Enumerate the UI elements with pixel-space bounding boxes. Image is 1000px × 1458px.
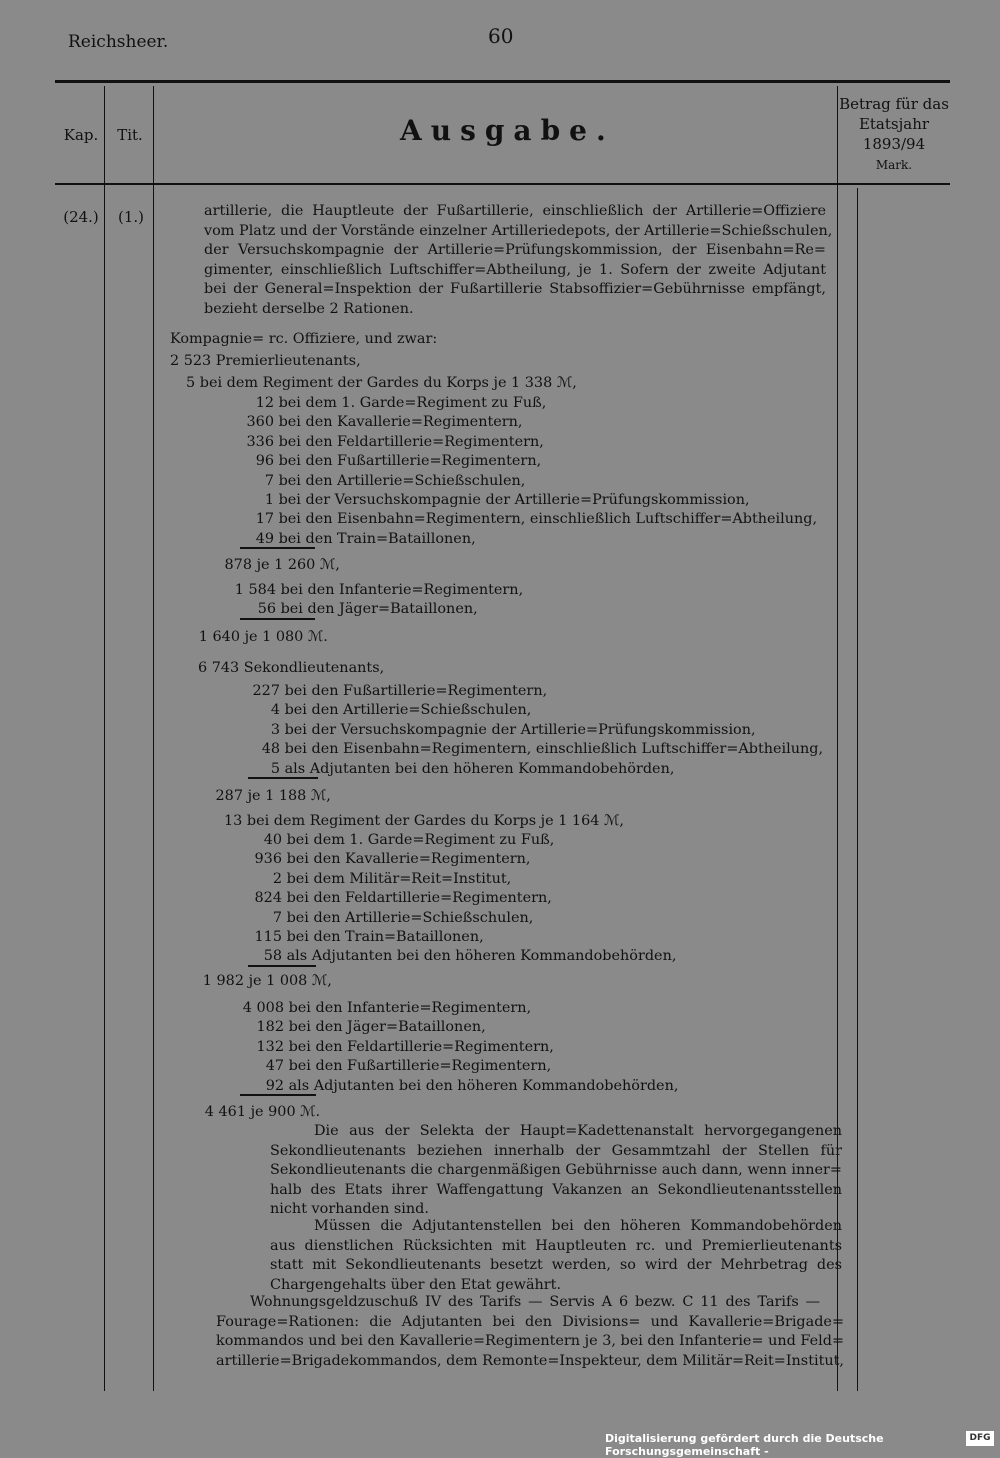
premier-entry-b-word: bei	[276, 601, 308, 618]
premier-subtotal-2-count: 1 640	[198, 629, 240, 645]
premier-entry-count: 49	[255, 530, 274, 547]
sekond-entry-b-word: bei	[282, 909, 314, 926]
sekond-entry-b-text: dem 1. Garde=Regiment zu Fuß,	[313, 832, 555, 848]
sekond-entry-c-count: 92	[265, 1077, 284, 1094]
kap-column-header: Kap.	[63, 126, 99, 144]
sekond-entry-b	[224, 909, 533, 928]
premier-group1-underline	[240, 547, 315, 549]
tit-column-header: Tit.	[117, 126, 143, 144]
premier-subtotal-1-rate: je 1 260 ℳ,	[252, 557, 340, 573]
sekond-entry-word: bei	[280, 702, 312, 719]
sekond-entry	[222, 682, 547, 701]
section-title: Ausgabe.	[400, 114, 615, 147]
premier-subtotal-1-count: 878	[224, 557, 252, 573]
sekond-entry-b-text: den Train=Bataillonen,	[313, 929, 484, 945]
sekond-entry-text: Adjutanten bei den höheren Kommandobehörden,	[309, 760, 675, 777]
sekond-entry-b	[224, 870, 511, 889]
sekond-entry	[222, 721, 756, 740]
note-selekta-line: halb des Etats ihrer Waffengattung Vakanzen an Sekondlieutenantsstellen	[270, 1181, 842, 1198]
sekond-garde-line: 13 bei dem Regiment der Gardes du Korps je 1 164 ℳ,	[224, 813, 624, 829]
premier-heading: 2 523 Premierlieutenants,	[170, 353, 361, 369]
title-number: (1.)	[117, 208, 144, 226]
sekond-entry-b-word: bei	[282, 832, 314, 848]
note-adjutant-line: aus dienstlichen Rücksichten mit Hauptleuten rc. und Premierlieutenants	[270, 1237, 842, 1254]
tit-column-rule	[153, 86, 154, 1391]
sekond-group2-underline	[248, 965, 316, 967]
sekond-entry-c-count: 47	[265, 1058, 284, 1075]
sekond-entry-c-text: Adjutanten bei den höheren Kommandobehörden,	[313, 1077, 679, 1094]
sekond-entry-b-text: den Feldartillerie=Regimentern,	[313, 890, 552, 907]
premier-entry-count: 17	[255, 511, 274, 528]
sekond-entry-b-word: bei	[282, 851, 314, 868]
sekond-subtotal-3	[188, 1103, 320, 1122]
sekond-entry-c	[226, 1038, 554, 1057]
sekond-entry-b	[224, 889, 552, 908]
premier-entry	[216, 433, 544, 452]
premier-group2-underline	[240, 618, 315, 620]
premier-entry-word: bei	[274, 511, 306, 528]
premier-entry	[216, 510, 817, 529]
sekond-entry-b-text: den Artillerie=Schießschulen,	[313, 909, 534, 926]
premier-entry-count: 1	[264, 492, 274, 508]
sekond-entry-text: den Artillerie=Schießschulen,	[311, 702, 532, 719]
page-number: 60	[488, 24, 514, 48]
premier-garde-line: 5 bei dem Regiment der Gardes du Korps je 1 338 ℳ,	[186, 375, 577, 391]
wohnung-line: Wohnungsgeldzuschuß IV des Tarifs — Servis A 6 bezw. C 11 des Tarifs —	[250, 1294, 820, 1310]
intro-line: der Versuchskompagnie der Artillerie=Prüfungskommission, der Eisenbahn=Re=	[204, 242, 826, 259]
sekond-entry-b-text: Adjutanten bei den höheren Kommandobehörden,	[311, 948, 677, 965]
sekond-entry-c-text: den Jäger=Bataillonen,	[315, 1019, 486, 1036]
sekond-entry	[222, 760, 674, 779]
sekond-subtotal-3-rate: je 900 ℳ.	[246, 1104, 321, 1120]
premier-entry-word: bei	[274, 414, 306, 431]
sekond-entry-b-count: 2	[272, 870, 282, 887]
premier-entry-text: den Eisenbahn=Regimentern, einschließlich Luftschiffer=Abtheilung,	[305, 511, 818, 528]
sekond-entry-c-count: 182	[256, 1019, 284, 1036]
sekond-entry-c-word: als	[284, 1077, 314, 1094]
sekond-entry	[222, 740, 823, 759]
premier-entry-word: bei	[274, 395, 306, 411]
sekond-entry-b-count: 824	[254, 890, 282, 907]
premier-entry	[216, 530, 476, 549]
header-bottom-rule	[55, 183, 950, 185]
sekond-group3-underline	[240, 1094, 316, 1096]
premier-entry-text: den Kavallerie=Regimentern,	[305, 414, 523, 431]
premier-entry-count: 96	[255, 453, 274, 470]
sekond-subtotal-1-rate: je 1 188 ℳ,	[243, 788, 331, 804]
sekond-entry-word: bei	[280, 721, 312, 738]
premier-subtotal-2	[182, 628, 328, 647]
chapter-number: (24.)	[63, 208, 99, 226]
sekond-entry-count: 4	[270, 702, 280, 719]
sekond-subtotal-1	[185, 787, 331, 806]
sekond-entry-b-count: 7	[272, 909, 282, 926]
note-adjutant-line: Chargengehalts über den Etat gewährt.	[270, 1276, 562, 1293]
sekond-heading: 6 743 Sekondlieutenants,	[198, 660, 385, 676]
sekond-subtotal-2-rate: je 1 008 ℳ,	[244, 973, 332, 989]
amount-column-rule	[857, 188, 858, 1391]
premier-entry-b-text: den Infanterie=Regimentern,	[307, 582, 524, 598]
dfg-logo: DFG	[966, 1431, 994, 1446]
wohnung-line: artillerie=Brigadekommandos, dem Remonte=Inspekteur, dem Militär=Reit=Institut,	[216, 1352, 844, 1369]
premier-entry-text: den Fußartillerie=Regimentern,	[305, 453, 542, 470]
sekond-entry-c	[226, 1077, 678, 1096]
premier-entry-word: bei	[274, 433, 306, 450]
premier-entry-word: bei	[274, 472, 306, 489]
premier-entry-text: den Artillerie=Schießschulen,	[305, 472, 526, 489]
top-rule	[55, 80, 950, 83]
premier-entry	[216, 491, 750, 510]
sekond-entry-c	[226, 1018, 486, 1037]
premier-entry-b-word: bei	[276, 582, 308, 598]
sekond-entry	[222, 701, 531, 720]
premier-subtotal-2-rate: je 1 080 ℳ.	[240, 629, 328, 645]
intro-line: bei der General=Inspektion der Fußartillerie Stabsoffizier=Gebührnisse empfängt,	[204, 281, 826, 298]
sekond-entry-b-text: dem Militär=Reit=Institut,	[313, 870, 512, 887]
sekond-entry-count: 3	[270, 721, 280, 738]
sekond-entry-count: 227	[252, 683, 280, 699]
premier-entry	[216, 452, 541, 471]
intro-line: vom Platz und der Vorstände einzelner Artilleriedepots, der Artillerie=Schießschulen,	[204, 222, 833, 239]
sekond-entry-text: den Fußartillerie=Regimentern,	[311, 683, 548, 699]
sekond-entry-word: bei	[280, 741, 312, 758]
sekond-subtotal-2-count: 1 982	[202, 973, 244, 989]
sekond-subtotal-2	[186, 972, 332, 991]
note-selekta-line: Sekondlieutenants die chargenmäßigen Gebührnisse auch dann, wenn inner=	[270, 1162, 842, 1179]
currency-unit: Mark.	[875, 158, 913, 172]
sekond-entry-count: 48	[261, 741, 280, 758]
sekond-entry-b-word: als	[282, 948, 312, 965]
premier-entry-text: den Feldartillerie=Regimentern,	[305, 433, 544, 450]
sekond-entry-b-count: 40	[263, 832, 282, 848]
intro-line: gimenter, einschließlich Luftschiffer=Abtheilung, je 1. Sofern der zweite Adjutant	[204, 261, 826, 278]
premier-entry-word: bei	[274, 492, 306, 508]
premier-entry-b-count: 1 584	[234, 582, 276, 598]
sekond-entry-b	[224, 831, 554, 850]
kompagnie-heading: Kompagnie= rc. Offiziere, und zwar:	[170, 331, 438, 347]
premier-entry-b	[218, 600, 478, 619]
running-header: Reichsheer.	[68, 32, 169, 52]
sekond-entry-word: als	[280, 760, 310, 777]
premier-entry-count: 360	[246, 414, 274, 431]
premier-entry-word: bei	[274, 453, 306, 470]
sekond-entry-b-word: bei	[282, 929, 314, 945]
premier-entry-count: 336	[246, 433, 274, 450]
premier-entry-count: 7	[264, 472, 274, 489]
wohnung-line: kommandos und bei den Kavallerie=Regimentern je 3, bei den Infanterie= und Feld=	[216, 1333, 844, 1350]
premier-entry-b	[218, 581, 523, 600]
note-selekta-line: nicht vorhanden sind.	[270, 1201, 429, 1218]
sekond-entry-text: den Eisenbahn=Regimentern, einschließlich Luftschiffer=Abtheilung,	[311, 741, 824, 758]
sekond-entry-b	[224, 850, 531, 869]
sekond-entry-word: bei	[280, 683, 312, 699]
sekond-entry-b-count: 58	[263, 948, 282, 965]
dfg-credit: Digitalisierung gefördert durch die Deutsche Forschungsgemeinschaft -	[605, 1432, 884, 1458]
premier-entry-text: der Versuchskompagnie der Artillerie=Prüfungskommission,	[305, 492, 750, 508]
premier-entry-word: bei	[274, 530, 306, 547]
intro-line: bezieht derselbe 2 Rationen.	[204, 301, 414, 317]
sekond-entry-b-count: 936	[254, 851, 282, 868]
kap-column-rule	[104, 86, 105, 1391]
note-selekta-line: Die aus der Selekta der Haupt=Kadettenanstalt hervorgegangenen	[314, 1123, 842, 1139]
sekond-entry-c-text: den Fußartillerie=Regimentern,	[315, 1058, 552, 1075]
sekond-entry-c-text: den Infanterie=Regimentern,	[315, 1000, 532, 1016]
sekond-entry-c	[226, 999, 531, 1018]
sekond-subtotal-1-count: 287	[215, 788, 243, 804]
sekond-group1-underline	[248, 777, 318, 779]
sekond-entry-b-count: 115	[254, 929, 282, 945]
sekond-entry-count: 5	[270, 760, 280, 777]
sekond-entry-b-word: bei	[282, 890, 314, 907]
premier-entry-text: dem 1. Garde=Regiment zu Fuß,	[305, 395, 547, 411]
sekond-entry-b	[224, 928, 484, 947]
premier-entry	[216, 413, 523, 432]
sekond-entry-b-text: den Kavallerie=Regimentern,	[313, 851, 531, 868]
sekond-entry-c-word: bei	[284, 1000, 316, 1016]
premier-entry	[216, 472, 525, 491]
premier-entry	[216, 394, 546, 413]
note-adjutant-line: Müssen die Adjutantenstellen bei den höheren Kommandobehörden	[314, 1218, 842, 1234]
note-adjutant-line: statt mit Sekondlieutenants besetzt werden, so wird der Mehrbetrag des	[270, 1257, 842, 1274]
premier-entry-b-text: den Jäger=Bataillonen,	[307, 601, 478, 618]
premier-entry-b-count: 56	[257, 601, 276, 618]
premier-entry-text: den Train=Bataillonen,	[305, 530, 476, 547]
wohnung-line: Fourage=Rationen: die Adjutanten bei den Divisions= und Kavallerie=Brigade=	[216, 1313, 844, 1330]
note-selekta-line: Sekondlieutenants beziehen innerhalb der Gesammtzahl der Stellen für	[270, 1142, 842, 1159]
premier-entry-count: 12	[255, 395, 274, 411]
sekond-entry-c-count: 4 008	[242, 1000, 284, 1016]
premier-subtotal-1	[194, 556, 340, 575]
sekond-entry-c	[226, 1057, 551, 1076]
sekond-entry-b-word: bei	[282, 870, 314, 887]
sekond-entry-b	[224, 947, 676, 966]
sekond-subtotal-3-count: 4 461	[204, 1104, 246, 1120]
sekond-entry-c-count: 132	[256, 1038, 284, 1055]
sekond-entry-c-word: bei	[284, 1038, 316, 1055]
sekond-entry-c-text: den Feldartillerie=Regimentern,	[315, 1038, 554, 1055]
sekond-entry-text: der Versuchskompagnie der Artillerie=Prüfungskommission,	[311, 721, 756, 738]
intro-line: artillerie, die Hauptleute der Fußartillerie, einschließlich der Artillerie=Offiziere	[204, 203, 826, 219]
sekond-entry-c-word: bei	[284, 1058, 316, 1075]
sekond-entry-c-word: bei	[284, 1019, 316, 1036]
amount-column-header: Betrag für das Etatsjahr 1893/94	[839, 95, 949, 153]
